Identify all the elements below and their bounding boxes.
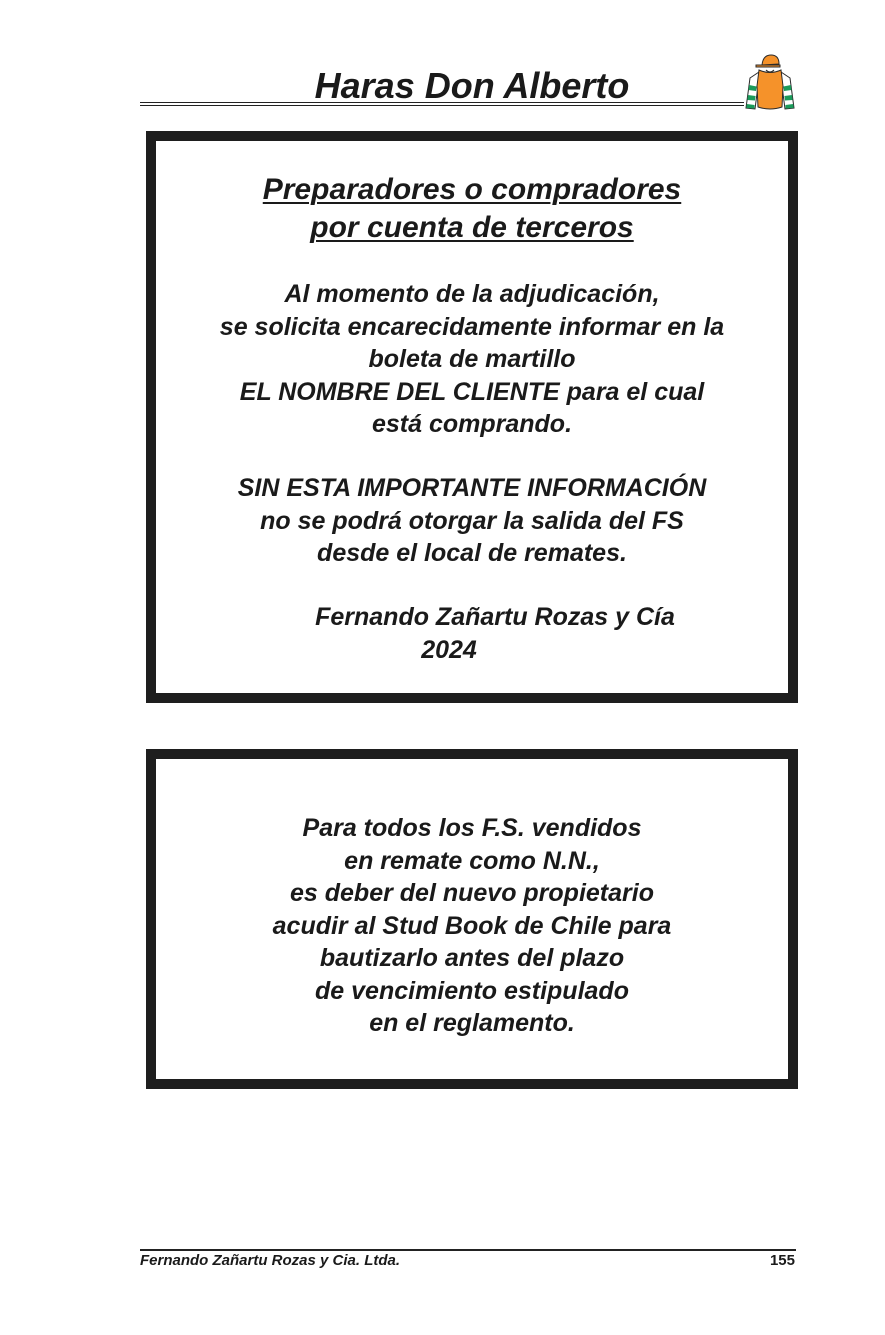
naming-notice-line: en remate como N.N., xyxy=(344,846,600,875)
notice-warning xyxy=(156,472,788,570)
jockey-silks-icon xyxy=(742,52,798,112)
signature-year: 2024 xyxy=(421,635,477,664)
footer-company: Fernando Zañartu Rozas y Cia. Ltda. xyxy=(140,1252,401,1269)
naming-notice-line: acudir al Stud Book de Chile para xyxy=(272,911,672,940)
naming-notice-line: de vencimiento estipulado xyxy=(315,976,629,1005)
notice-heading-line: por cuenta de terceros xyxy=(310,211,634,244)
page-title: Haras Don Alberto xyxy=(314,65,630,106)
notice-body-line: se solicita encarecidamente informar en la xyxy=(219,312,725,341)
naming-notice-line: es deber del nuevo propietario xyxy=(290,879,654,907)
notice-body-line: Al momento de la adjudicación, xyxy=(284,280,660,308)
signature-name: Fernando Zañartu Rozas y Cía xyxy=(315,603,675,631)
naming-notice-line: bautizarlo antes del plazo xyxy=(319,944,625,972)
third-party-buyers-notice xyxy=(147,132,797,702)
notice-body-line: EL NOMBRE DEL CLIENTE para el cual xyxy=(239,377,705,406)
notice-body xyxy=(156,278,788,441)
notice-warning-line: SIN ESTA IMPORTANTE INFORMACIÓN xyxy=(237,474,707,502)
page-number: 155 xyxy=(769,1252,795,1269)
notice-warning-line: no se podrá otorgar la salida del FS xyxy=(260,506,684,535)
naming-notice-line: en el reglamento. xyxy=(369,1009,575,1037)
notice-signature xyxy=(156,601,788,666)
nn-naming-notice xyxy=(147,750,797,1088)
footer-rule xyxy=(140,1249,796,1251)
naming-notice-body xyxy=(156,812,788,1040)
notice-heading xyxy=(156,171,788,247)
notice-body-line: boleta de martillo xyxy=(368,345,576,373)
notice-body-line: está comprando. xyxy=(371,410,573,438)
naming-notice-line: Para todos los F.S. vendidos xyxy=(302,814,642,842)
notice-heading-line: Preparadores o compradores xyxy=(262,173,682,206)
header-double-rule xyxy=(140,102,744,106)
notice-warning-line: desde el local de remates. xyxy=(317,539,627,567)
